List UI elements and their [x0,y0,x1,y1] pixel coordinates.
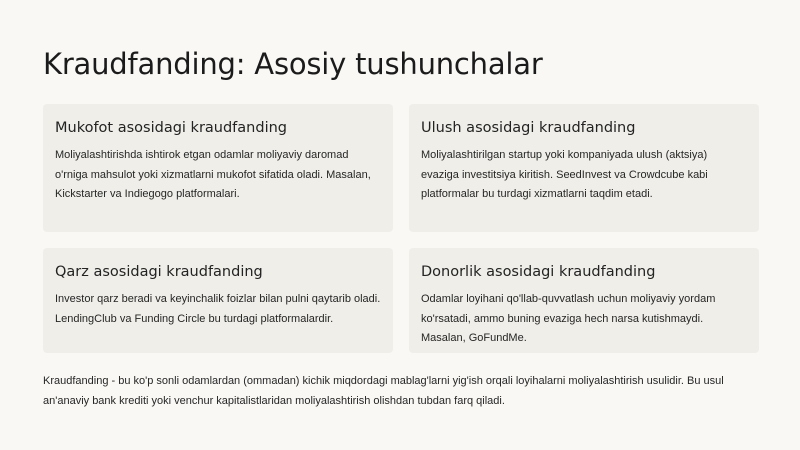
card-title: Mukofot asosidagi kraudfanding [55,120,287,136]
concept-cards-grid [43,104,759,353]
slide-title: Kraudfanding: Asosiy tushunchalar [43,47,543,81]
card-equity-crowdfunding [409,104,759,232]
card-title: Ulush asosidagi kraudfanding [421,120,636,136]
card-description: Moliyalashtirishda ishtirok etgan odamlar moliyaviy daromad o'rniga mahsulot yoki xizmatlarni mukofot sifatida oladi. Masalan, Kickstarter va Indiegogo platformalari. [55,149,371,200]
card-description: Moliyalashtirilgan startup yoki kompaniyada ulush (aktsiya) evaziga investitsiya kiritish. SeedInvest va Crowdcube kabi platformalar bu turdagi xizmatlarni taqdim etadi. [421,149,708,200]
card-reward-crowdfunding [43,104,393,232]
card-title: Donorlik asosidagi kraudfanding [421,264,656,280]
card-donation-crowdfunding [409,248,759,353]
card-description: Investor qarz beradi va keyinchalik foizlar bilan pulni qaytarib oladi. LendingClub va Funding Circle bu turdagi platformalardir. [55,293,381,325]
card-description: Odamlar loyihani qo'llab-quvvatlash uchun moliyaviy yordam ko'rsatadi, ammo buning evaziga hech narsa kutishmaydi. Masalan, GoFundMe. [421,293,716,344]
card-debt-crowdfunding [43,248,393,353]
summary-text: Kraudfanding - bu ko'p sonli odamlardan (ommadan) kichik miqdordagi mablag'larni yig'ish orqali loyihalarni moliyalashtirish usulidir. Bu usul an'anaviy bank krediti yoki venchur kapitalistlaridan moliyalashtirish olishdan tubdan farq qiladi. [43,375,724,407]
card-title: Qarz asosidagi kraudfanding [55,264,263,280]
